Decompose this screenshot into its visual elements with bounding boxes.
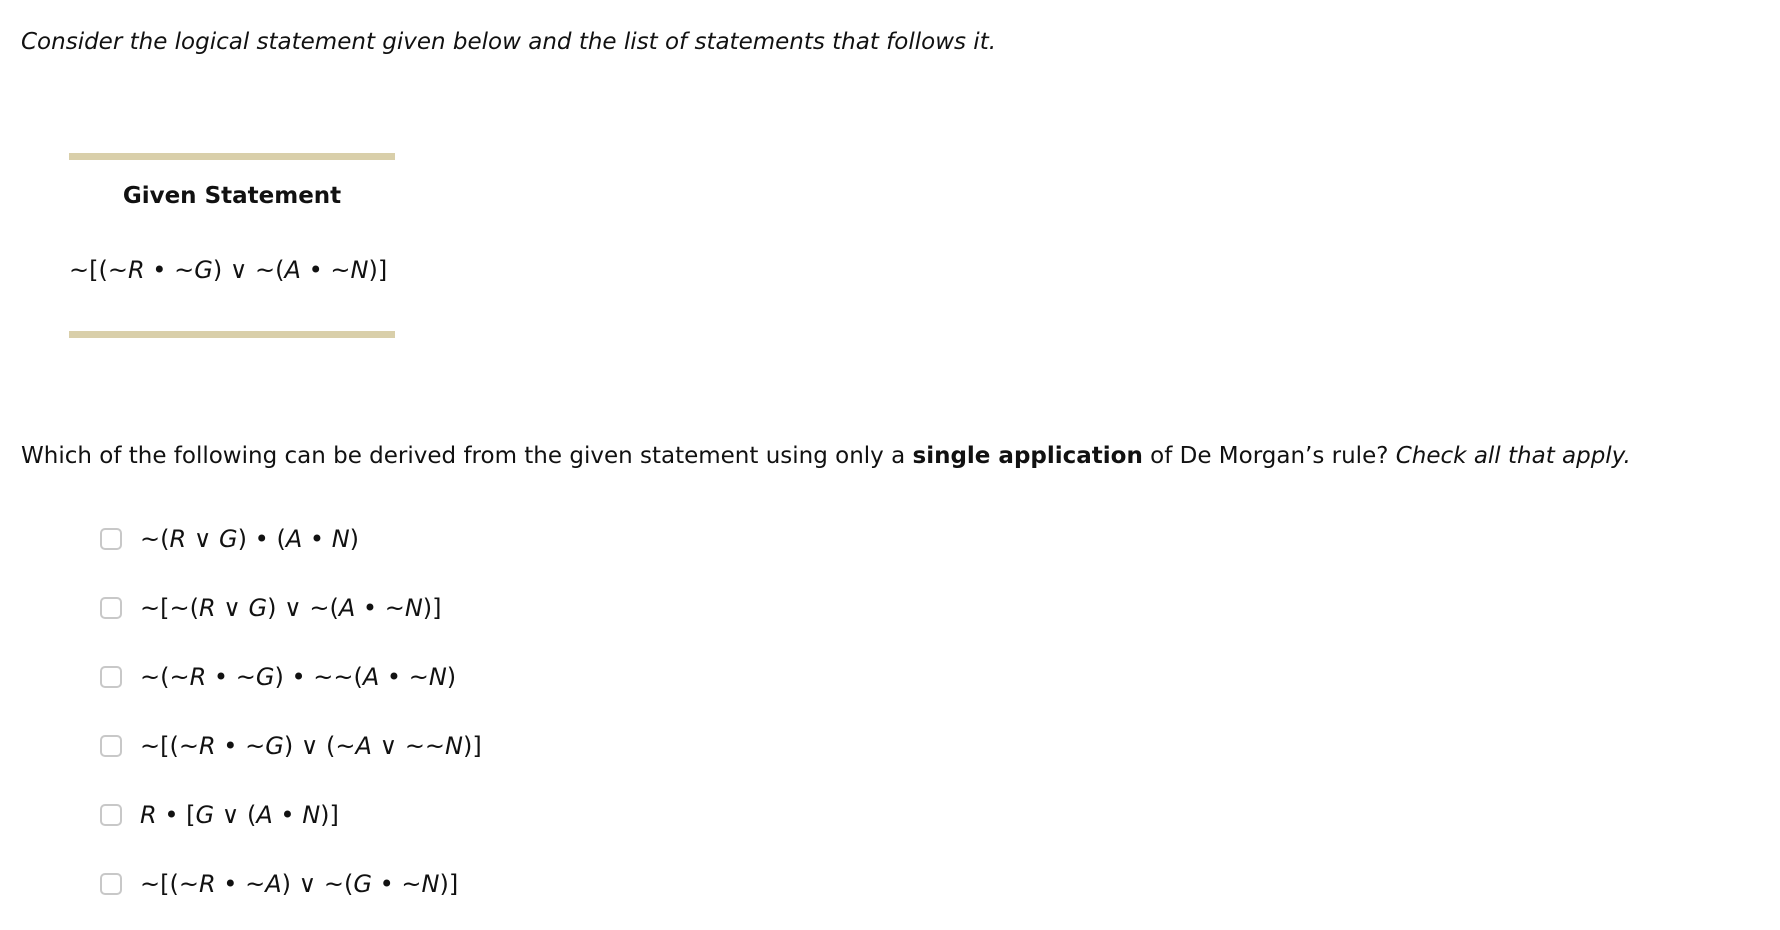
- answer-option-4-checkbox[interactable]: [100, 735, 122, 757]
- answer-option-5[interactable]: [100, 795, 339, 835]
- question-instruction: Check all that apply.: [1395, 443, 1631, 469]
- answer-option-1-label: ~(R ∨ G) • (A • N): [140, 525, 360, 553]
- answer-option-1-checkbox[interactable]: [100, 528, 122, 550]
- answer-option-6-label: ~[(~R • ~A) ∨ ~(G • ~N)]: [140, 870, 459, 898]
- answer-option-3-checkbox[interactable]: [100, 666, 122, 688]
- question-text: [21, 443, 1631, 469]
- answer-option-3[interactable]: [100, 657, 456, 697]
- answer-option-6[interactable]: [100, 864, 458, 904]
- question-middle: of De Morgan’s rule?: [1142, 443, 1396, 469]
- answer-option-5-checkbox[interactable]: [100, 804, 122, 826]
- given-statement-heading: Given Statement: [122, 183, 342, 209]
- panel-top-rule: [69, 153, 395, 160]
- intro-text: Consider the logical statement given below and the list of statements that follows it.: [21, 29, 997, 55]
- question-emphasis: single application: [912, 443, 1143, 469]
- answer-option-6-checkbox[interactable]: [100, 873, 122, 895]
- question-prefix: Which of the following can be derived from the given statement using only a: [21, 443, 913, 469]
- given-statement-formula: ~[(~R • ~G) ∨ ~(A • ~N)]: [69, 256, 388, 284]
- answer-option-2-checkbox[interactable]: [100, 597, 122, 619]
- answer-option-5-label: R • [G ∨ (A • N)]: [140, 801, 339, 829]
- answer-option-1[interactable]: [100, 519, 359, 559]
- answer-option-4[interactable]: [100, 726, 482, 766]
- answer-option-3-label: ~(~R • ~G) • ~~(A • ~N): [140, 663, 457, 691]
- answer-option-4-label: ~[(~R • ~G) ∨ (~A ∨ ~~N)]: [140, 732, 482, 760]
- given-statement-panel: [69, 153, 395, 338]
- answer-option-2-label: ~[~(R ∨ G) ∨ ~(A • ~N)]: [140, 594, 442, 622]
- answer-option-2[interactable]: [100, 588, 442, 628]
- panel-bottom-rule: [69, 331, 395, 338]
